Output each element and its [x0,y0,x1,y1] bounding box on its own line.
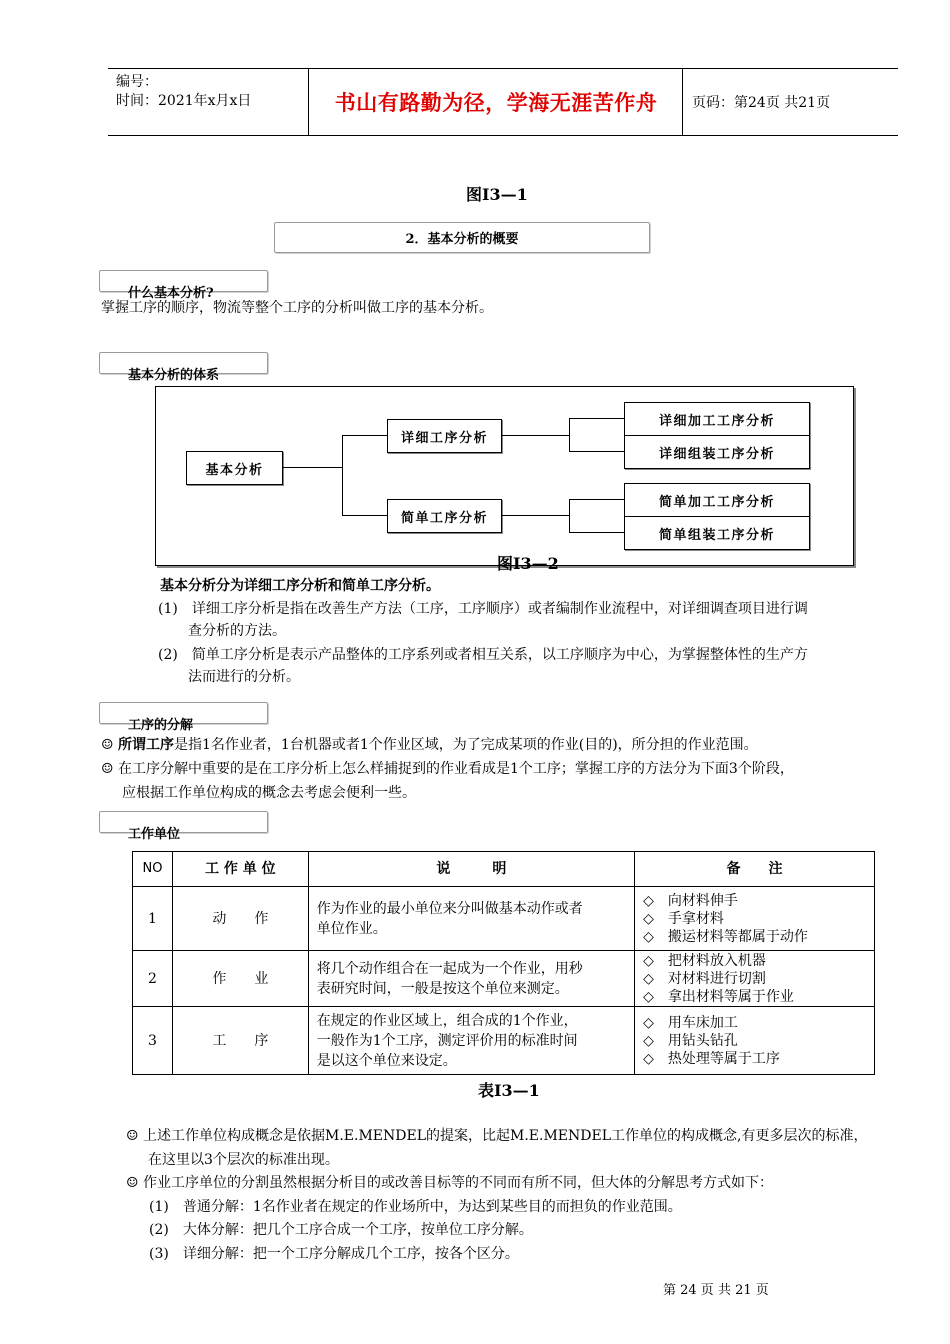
work-unit-table [132,851,875,1075]
decompose-term: 所谓工序 [118,737,175,753]
row-desc-line: 将几个动作组合在一起成为一个作业，用秒 [316,960,583,977]
row-notes [635,887,875,951]
figure-caption-2: 图I3—2 [497,554,559,573]
decompose-bullet-2-line2: 应根据工作单位构成的概念去考虑会便利一些。 [122,785,416,801]
col-header-no: NO [133,852,173,887]
row-note: ◇ 对材料进行切割 [643,970,766,987]
tag-work-unit [99,811,268,842]
diagram-simple-asm-box: 简单组装工序分析 [624,516,810,550]
col-header-unit: 工 作 单 位 [172,852,308,887]
table-header-row [133,852,875,887]
summary-item-3: (3) 详细分解：把一个工序分解成几个工序，按各个区分。 [149,1246,519,1262]
analysis-item2-line2: 法而进行的分析。 [188,669,300,685]
header-meta [116,73,251,111]
connector-line [282,467,342,468]
tag-work-unit-label: 工作单位 [128,827,181,842]
summary-item-2: (2) 大体分解：把几个工序合成一个工序，按单位工序分解。 [149,1222,533,1238]
diagram-root-box: 基本分析 [186,451,283,485]
row-no: 2 [133,951,173,1007]
connector-line [342,515,387,516]
header-page-info: 页码：第24页 共21页 [692,95,831,111]
diagram-simple-box: 简单工序分析 [387,499,502,533]
decompose-bullet-2 [101,758,794,780]
decompose-bullet-1 [101,734,758,756]
row-note: ◇ 用钻头钻孔 [643,1032,738,1049]
header-divider [308,69,309,135]
header-motto: 书山有路勤为径，学海无涯苦作舟 [334,90,658,115]
decompose-bullet-2-line1: 在工序分解中重要的是在工序分析上怎么样捕捉到的作业看成是1个工序；掌握工序的方法分为下面3个阶段， [118,761,794,777]
row-note: ◇ 手拿材料 [643,910,724,927]
figure-caption-1: 图I3—1 [466,185,528,204]
smiley-icon: ☺ [101,737,114,753]
connector-line [501,435,569,436]
row-desc-line: 一般作为1个工序，测定评价用的标准时间 [316,1032,578,1049]
intro-text: 掌握工序的顺序，物流等整个工序的分析叫做工序的基本分析。 [101,300,493,316]
row-no: 3 [133,1007,173,1075]
summary-bullet-2 [126,1172,773,1194]
tag-what-is [99,270,268,301]
page-footer: 第 24 页 共 21 页 [663,1283,769,1298]
summary-bullet-2-line1: 作业工序单位的分割虽然根据分析目的或改善目标等的不同而有所不同，但大体的分解思考方式如下： [143,1175,774,1191]
row-note: ◇ 搬运材料等都属于动作 [643,928,808,945]
diagram-simple-proc-box: 简单加工工序分析 [624,483,810,517]
row-desc-line: 作为作业的最小单位来分叫做基本动作或者 [316,900,583,917]
row-note: ◇ 把材料放入机器 [643,952,766,969]
row-unit: 作 业 [172,951,308,1007]
analysis-item2-line1: (2) 简单工序分析是表示产品整体的工序系列或者相互关系，以工序顺序为中心，为掌握整体性的生产方 [158,647,808,663]
row-notes [635,951,875,1007]
row-desc-line: 在规定的作业区域上，组合成的1个作业， [316,1012,578,1029]
summary-item-1: (1) 普通分解：1名作业者在规定的作业场所中，为达到某些目的而担负的作业范围。 [149,1199,682,1215]
connector-line [569,418,624,419]
row-desc [308,1007,634,1075]
row-note: ◇ 拿出材料等属于作业 [643,988,794,1005]
diagram-detail-asm-box: 详细组装工序分析 [624,435,810,469]
smiley-icon: ☺ [126,1175,139,1191]
table-row [133,951,875,1007]
connector-line [342,435,343,516]
connector-line [569,499,624,500]
col-header-notes: 备 注 [635,852,875,887]
decompose-bullet-1-text: 是指1名作业者，1台机器或者1个作业区域，为了完成某项的作业(目的)，所分担的作业范围。 [174,737,758,753]
row-desc-line: 单位作业。 [316,920,387,937]
col-header-desc: 说 明 [308,852,634,887]
number-label: 编号： [116,74,158,90]
connector-line [342,435,387,436]
row-unit: 动 作 [172,887,308,951]
row-desc [308,887,634,951]
row-note: ◇ 热处理等属于工序 [643,1050,780,1067]
row-notes [635,1007,875,1075]
page-header [108,68,898,136]
summary-bullet-1-line2: 在这里以3个层次的标准出现。 [148,1152,339,1168]
row-desc-line: 表研究时间，一般是按这个单位来测定。 [316,980,569,997]
tag-decompose-label: 工序的分解 [128,718,194,733]
smiley-icon: ☺ [101,761,114,777]
tag-system [99,352,268,383]
table-caption: 表I3—1 [478,1081,540,1100]
analysis-item1-line1: (1) 详细工序分析是指在改善生产方法（工序，工序顺序）或者编制作业流程中，对详细调查项目进行调 [158,601,808,617]
connector-line [569,532,624,533]
row-desc [308,951,634,1007]
row-no: 1 [133,887,173,951]
tag-decompose [99,702,268,733]
row-desc-line: 是以这个单位来设定。 [316,1052,457,1069]
connector-line [569,499,570,533]
header-divider [682,69,683,135]
time-label: 时间：2021年x月x日 [116,93,252,109]
connector-line [569,451,624,452]
table-row [133,1007,875,1075]
diagram-detail-box: 详细工序分析 [387,419,502,453]
section-title: 2．基本分析的概要 [274,222,650,253]
analysis-item1-line2: 查分析的方法。 [188,623,286,639]
analysis-heading: 基本分析分为详细工序分析和简单工序分析。 [160,578,440,594]
row-unit: 工 序 [172,1007,308,1075]
row-note: ◇ 向材料伸手 [643,892,738,909]
connector-line [569,418,570,452]
table-row [133,887,875,951]
summary-bullet-1 [126,1125,867,1147]
row-note: ◇ 用车床加工 [643,1014,738,1031]
connector-line [501,515,569,516]
diagram-detail-proc-box: 详细加工工序分析 [624,402,810,436]
tag-system-label: 基本分析的体系 [128,368,220,383]
smiley-icon: ☺ [126,1128,139,1144]
summary-bullet-1-line1: 上述工作单位构成概念是依据M.E.MENDEL的提案，比起M.E.MENDEL工作单位的构成概念,有更多层次的标准， [143,1128,868,1144]
tag-what-is-label: 什么基本分析? [128,286,214,301]
